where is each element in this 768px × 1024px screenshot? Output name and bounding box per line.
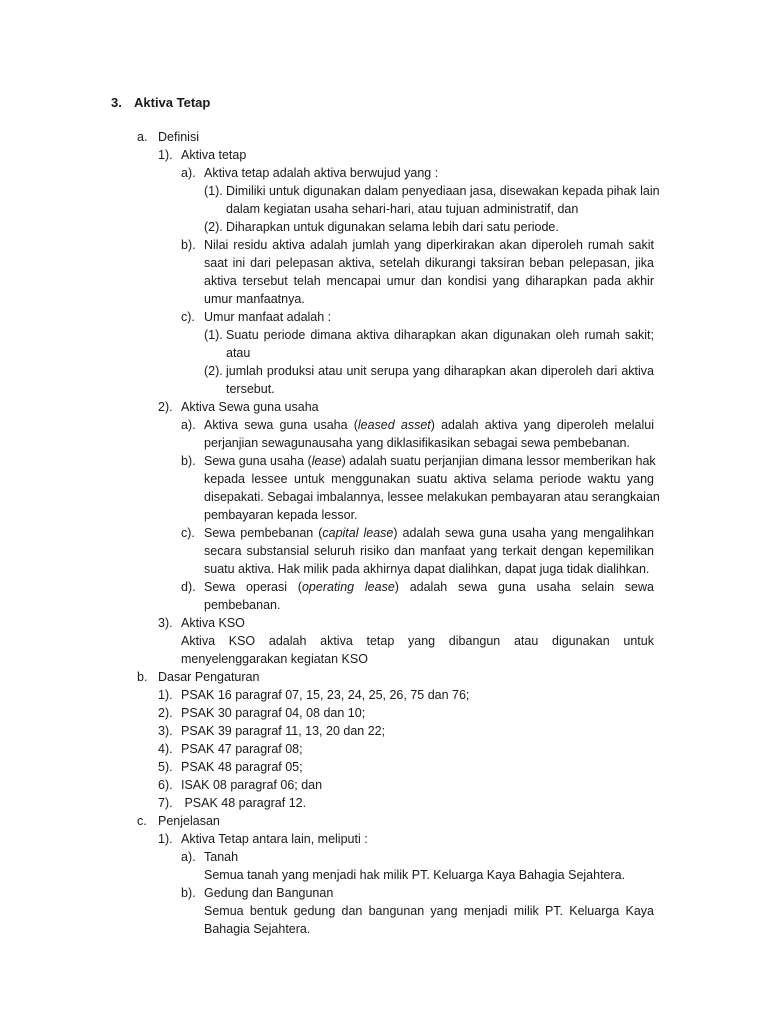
list-marker: c). bbox=[181, 310, 195, 324]
list-marker: 2). bbox=[158, 400, 173, 414]
list-marker: (2). bbox=[204, 220, 223, 234]
item-title: Gedung dan Bangunan bbox=[204, 886, 334, 900]
item-title: Aktiva Sewa guna usaha bbox=[181, 400, 319, 414]
paragraph-line: Semua tanah yang menjadi hak milik PT. Keluarga Kaya Bahagia Sejahtera. bbox=[204, 868, 626, 882]
paragraph-line: Bahagia Sejahtera. bbox=[204, 922, 311, 936]
list-marker: 3). bbox=[158, 724, 173, 738]
section-title: Aktiva Tetap bbox=[134, 95, 211, 110]
paragraph-line: atau bbox=[226, 346, 251, 360]
list-item: PSAK 39 paragraf 11, 13, 20 dan 22; bbox=[181, 724, 386, 738]
list-marker: d). bbox=[181, 580, 196, 594]
paragraph-line: Sewa operasi (operating lease) adalah sewa guna usaha selain sewa bbox=[204, 580, 654, 594]
list-marker: a). bbox=[181, 850, 196, 864]
list-marker: 2). bbox=[158, 706, 173, 720]
list-marker: 5). bbox=[158, 760, 173, 774]
paragraph-line: Dimiliki untuk digunakan dalam penyediaan jasa, disewakan kepada pihak lain bbox=[226, 184, 660, 198]
list-marker: 1). bbox=[158, 148, 173, 162]
list-marker: (1). bbox=[204, 328, 223, 342]
item-title: Tanah bbox=[204, 850, 239, 864]
section-number: 3. bbox=[111, 95, 122, 110]
paragraph-line: saat ini dari pelepasan aktiva, setelah dikurangi taksiran beban pelepasan, jika bbox=[204, 256, 654, 270]
list-marker: a). bbox=[181, 166, 196, 180]
list-marker: b). bbox=[181, 238, 196, 252]
paragraph-line: menyelenggarakan kegiatan KSO bbox=[181, 652, 368, 666]
item-title: Aktiva tetap bbox=[181, 148, 247, 162]
list-marker: b). bbox=[181, 886, 196, 900]
paragraph-line: dalam kegiatan usaha sehari-hari, atau tujuan administratif, dan bbox=[226, 202, 579, 216]
paragraph-line: secara substansial seluruh risiko dan manfaat yang terkait dengan kepemilikan bbox=[204, 544, 654, 558]
paragraph-line: suatu aktiva. Hak milik pada akhirnya dapat dialihkan, dapat juga tidak dialihkan. bbox=[204, 562, 650, 576]
item-title: Aktiva KSO bbox=[181, 616, 245, 630]
paragraph-line: Aktiva tetap adalah aktiva berwujud yang : bbox=[204, 166, 439, 180]
paragraph-line: disepakati. Sebagai imbalannya, lessee melakukan pembayaran atau serangkaian bbox=[204, 490, 660, 504]
subsection-title: Definisi bbox=[158, 130, 199, 144]
paragraph-line: Suatu periode dimana aktiva diharapkan akan digunakan oleh rumah sakit; bbox=[226, 328, 654, 342]
paragraph-line: jumlah produksi atau unit serupa yang diharapkan akan diperoleh dari aktiva bbox=[226, 364, 654, 378]
paragraph-line: pembayaran kepada lessor. bbox=[204, 508, 358, 522]
list-marker: (2). bbox=[204, 364, 223, 378]
paragraph-line: Aktiva KSO adalah aktiva tetap yang dibangun atau digunakan untuk bbox=[181, 634, 654, 648]
paragraph-line: pembebanan. bbox=[204, 598, 281, 612]
list-marker: 1). bbox=[158, 688, 173, 702]
paragraph-line: Semua bentuk gedung dan bangunan yang menjadi milik PT. Keluarga Kaya bbox=[204, 904, 654, 918]
list-item: ISAK 08 paragraf 06; dan bbox=[181, 778, 323, 792]
list-marker: b). bbox=[181, 454, 196, 468]
list-marker: 1). bbox=[158, 832, 173, 846]
list-marker: 7). bbox=[158, 796, 173, 810]
list-marker: 3). bbox=[158, 616, 173, 630]
list-item: PSAK 47 paragraf 08; bbox=[181, 742, 303, 756]
paragraph-line: kepada lessee untuk menggunakan suatu aktiva selama periode waktu yang bbox=[204, 472, 654, 486]
paragraph-line: Sewa pembebanan (capital lease) adalah sewa guna usaha yang mengalihkan bbox=[204, 526, 654, 540]
paragraph-line: aktiva tersebut telah mencapai umur dan kondisi yang diharapkan pada akhir bbox=[204, 274, 654, 288]
paragraph-line: Sewa guna usaha (lease) adalah suatu perjanjian dimana lessor memberikan hak bbox=[204, 454, 656, 468]
list-marker: 6). bbox=[158, 778, 173, 792]
list-item: PSAK 16 paragraf 07, 15, 23, 24, 25, 26, 75 dan 76; bbox=[181, 688, 470, 702]
list-item: PSAK 48 paragraf 05; bbox=[181, 760, 303, 774]
paragraph-line: tersebut. bbox=[226, 382, 275, 396]
list-marker: a). bbox=[181, 418, 196, 432]
paragraph-line: Umur manfaat adalah : bbox=[204, 310, 332, 324]
subsection-title: Dasar Pengaturan bbox=[158, 670, 260, 684]
list-marker: (1). bbox=[204, 184, 223, 198]
list-marker: 4). bbox=[158, 742, 173, 756]
list-item: PSAK 30 paragraf 04, 08 dan 10; bbox=[181, 706, 366, 720]
paragraph-line: Diharapkan untuk digunakan selama lebih dari satu periode. bbox=[226, 220, 559, 234]
item-title: Aktiva Tetap antara lain, meliputi : bbox=[181, 832, 368, 846]
list-item: PSAK 48 paragraf 12. bbox=[181, 796, 307, 810]
list-marker: a. bbox=[137, 130, 148, 144]
paragraph-line: umur manfaatnya. bbox=[204, 292, 305, 306]
paragraph-line: Nilai residu aktiva adalah jumlah yang diperkirakan akan diperoleh rumah sakit bbox=[204, 238, 654, 252]
subsection-title: Penjelasan bbox=[158, 814, 220, 828]
list-marker: c. bbox=[137, 814, 147, 828]
list-marker: c). bbox=[181, 526, 195, 540]
paragraph-line: perjanjian sewagunausaha yang diklasifikasikan sebagai sewa pembebanan. bbox=[204, 436, 630, 450]
list-marker: b. bbox=[137, 670, 148, 684]
paragraph-line: Aktiva sewa guna usaha (leased asset) adalah aktiva yang diperoleh melalui bbox=[204, 418, 655, 432]
